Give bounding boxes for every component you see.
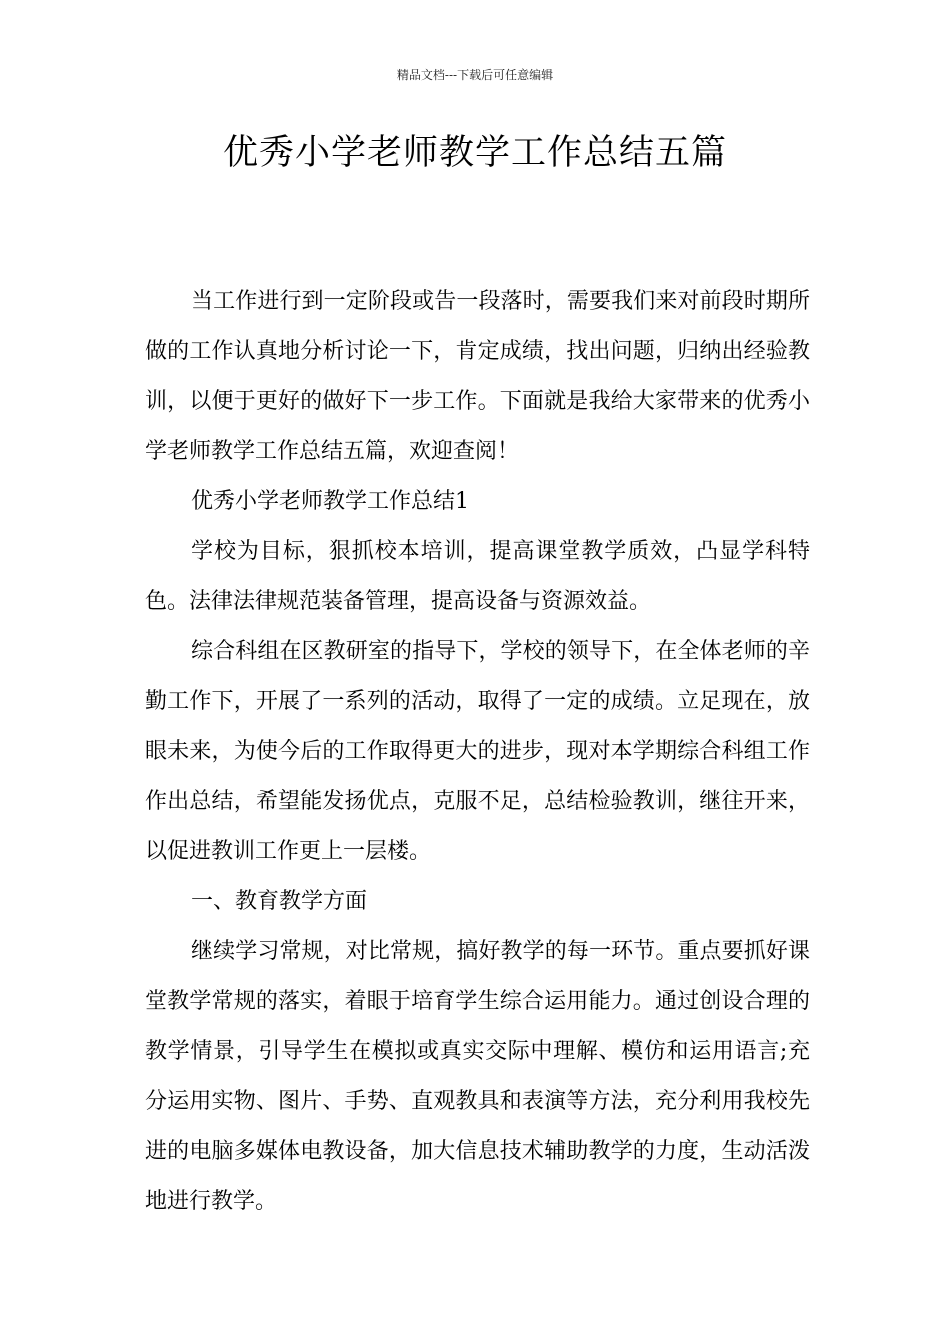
body-paragraph: 继续学习常规，对比常规，搞好教学的每一环节。重点要抓好课堂教学常规的落实，着眼于培育学生综合运用能力。通过创设合理的教学情景，引导学生在模拟或真实交际中理解、模仿和运用语言;充分运用实物、图片、手势、直观教具和表演等方法，充分利用我校先进的电脑多媒体电教设备，加大信息技术辅助教学的力度，生动活泼地进行教学。	[145, 939, 810, 1214]
intro-paragraph: 当工作进行到一定阶段或告一段落时，需要我们来对前段时期所做的工作认真地分析讨论一下，肯定成绩，找出问题，归纳出经验教训，以便于更好的做好下一步工作。下面就是我给大家带来的优秀小学老师教学工作总结五篇，欢迎查阅！	[145, 289, 810, 464]
header-note: 精品文档---下载后可任意编辑	[396, 68, 554, 82]
document-title: 优秀小学老师教学工作总结五篇	[222, 133, 727, 173]
section-heading-summary-1: 优秀小学老师教学工作总结1	[191, 489, 469, 514]
section-heading-teaching: 一、教育教学方面	[191, 889, 368, 914]
body-paragraph: 综合科组在区教研室的指导下，学校的领导下，在全体老师的辛勤工作下，开展了一系列的活动，取得了一定的成绩。立足现在，放眼未来，为使今后的工作取得更大的进步，现对本学期综合科组工作作出总结，希望能发扬优点，克服不足，总结检验教训，继往开来，以促进教训工作更上一层楼。	[145, 639, 810, 864]
document-body	[145, 277, 810, 1227]
body-paragraph: 学校为目标，狠抓校本培训，提高课堂教学质效，凸显学科特色。法律法律规范装备管理，提高设备与资源效益。	[145, 539, 810, 614]
